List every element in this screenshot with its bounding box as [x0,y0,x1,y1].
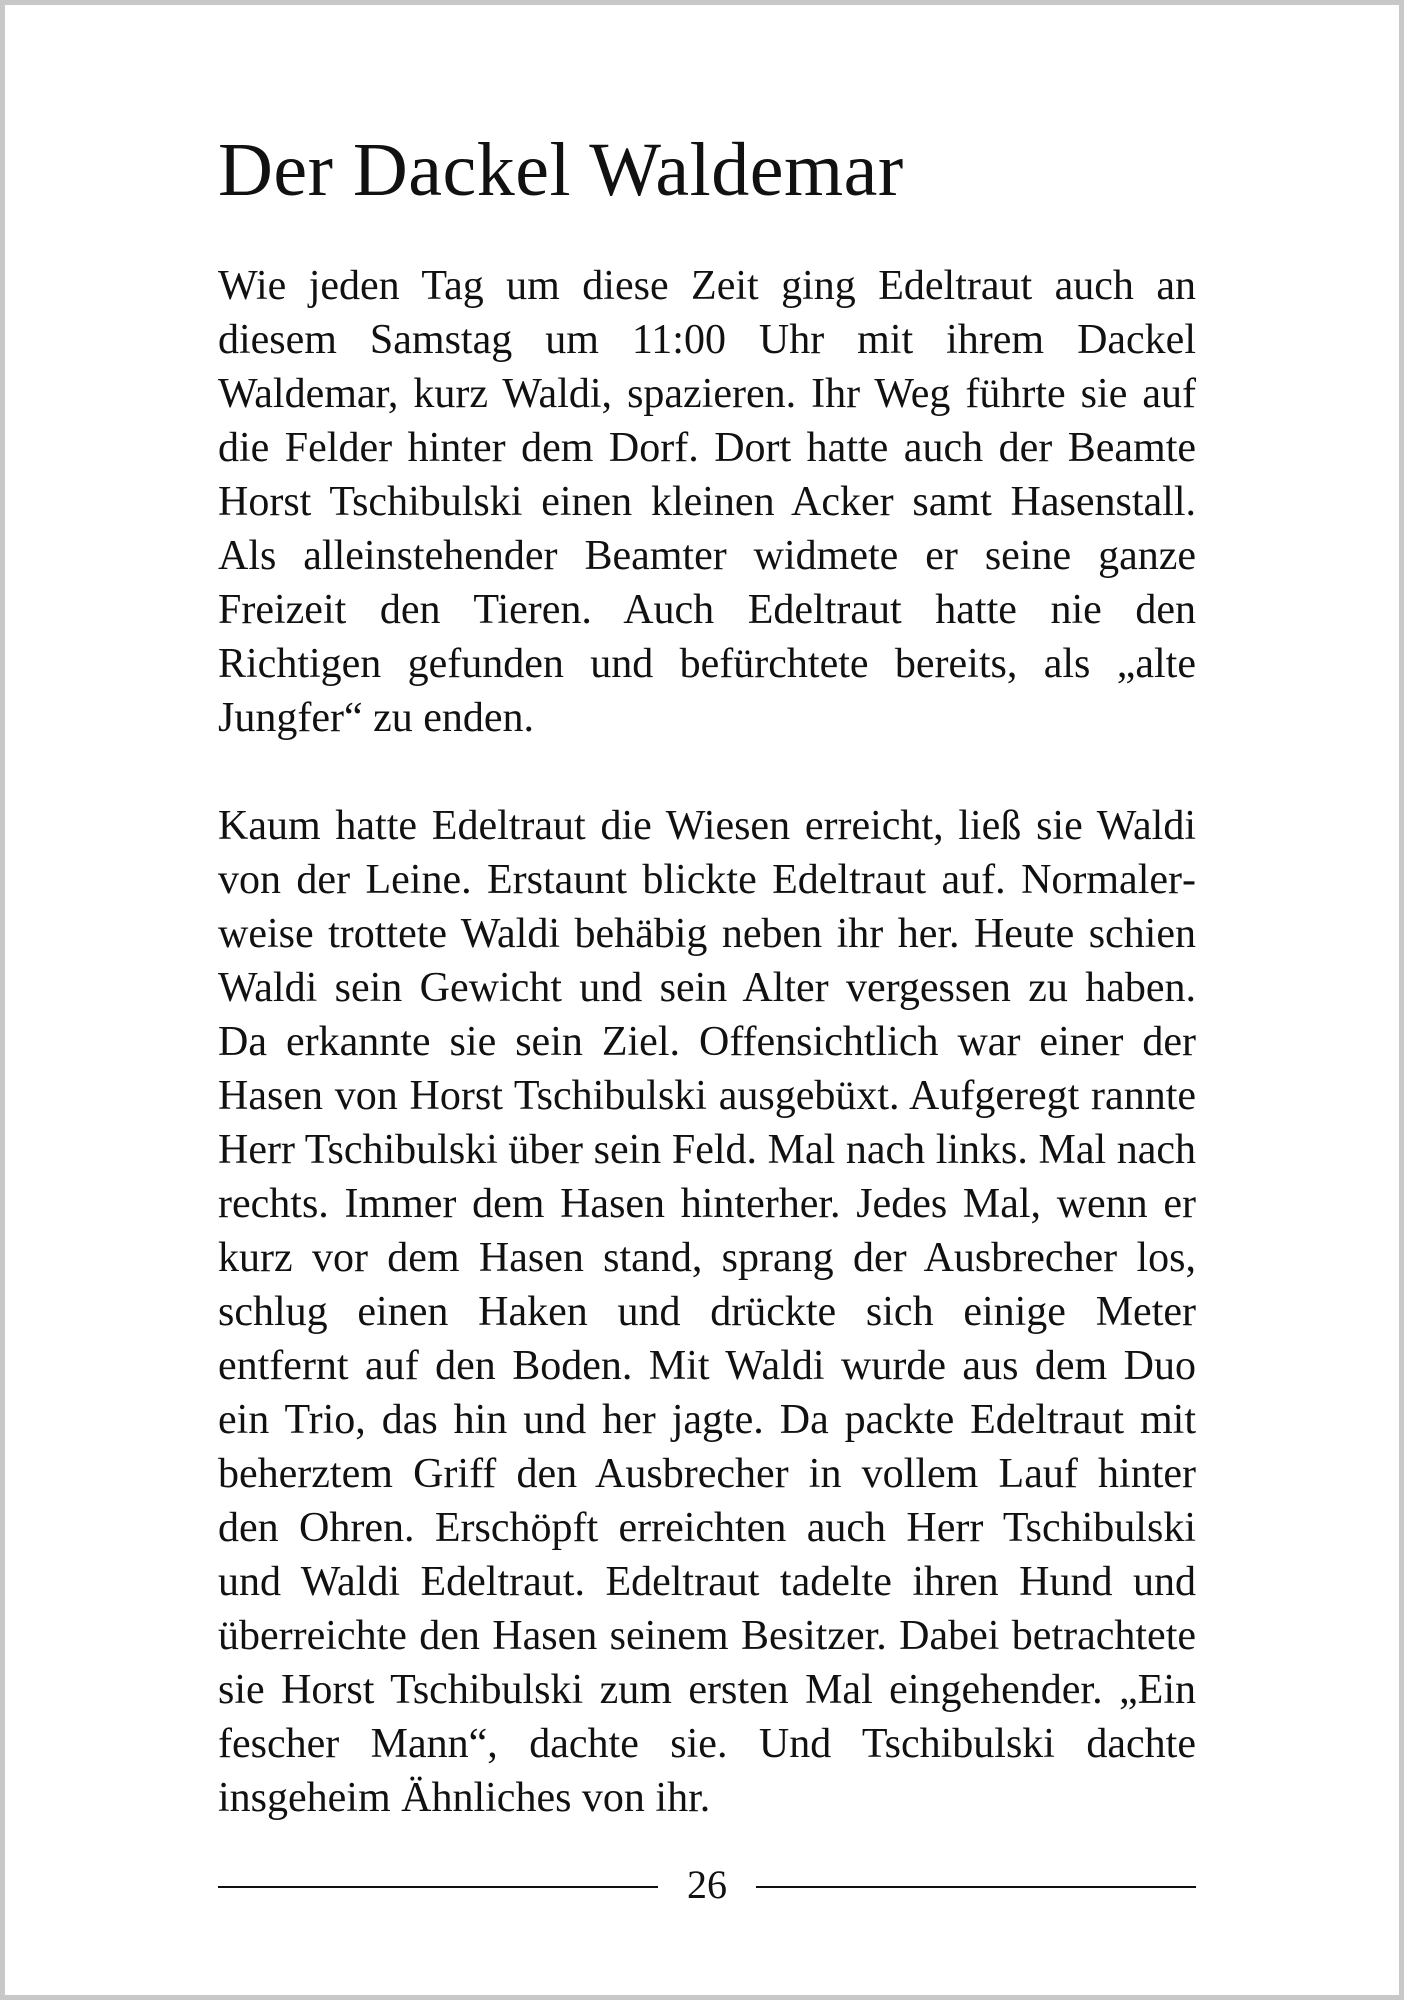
footer-rule-right [756,1886,1196,1888]
page-title: Der Dackel Waldemar [218,128,904,212]
page-number: 26 [687,1862,727,1907]
page-footer [218,1860,1196,1910]
paragraph-1: Wie jeden Tag um diese Zeit ging Edeltraut auch an diesem Samstag um 11:00 Uhr mit ihrem Dackel Waldemar, kurz Waldi, spazieren. Ihr Weg führte sie auf die Felder hinter dem Dorf. Dort hatte auch der Beamte Horst Tschibulski einen kleinen Acker samt Hasenstall. Als alleinstehender Beamter widmete er seine ganze Freizeit den Tieren. Auch Edeltraut hatte nie den Richtigen gefunden und befürchtete bereits, als „alte Jungfer“ zu enden. [218,263,1196,741]
page-content [218,125,1196,1825]
paragraph-2: Kaum hatte Edeltraut die Wiesen erreicht, ließ sie Waldi von der Leine. Erstaunt blickte Edeltraut auf. Normalerweise trottete Waldi behäbig neben ihr her. Heute schien Waldi sein Gewicht und sein Alter vergessen zu haben. Da erkannte sie sein Ziel. Offensichtlich war einer der Hasen von Horst Tschibulski ausgebüxt. Aufgeregt rannte Herr Tschibulski über sein Feld. Mal nach links. Mal nach rechts. Immer dem Hasen hinterher. Jedes Mal, wenn er kurz vor dem Hasen stand, sprang der Ausbrecher los, schlug einen Haken und drückte sich einige Meter entfernt auf den Boden. Mit Waldi wurde aus dem Duo ein Trio, das hin und her jagte. Da packte Edeltraut mit beherztem Griff den Ausbrecher in vollem Lauf hinter den Ohren. Erschöpft erreichten auch Herr Tschibulski und Waldi Edeltraut. Edeltraut tadelte ihren Hund und überreichte den Hasen seinem Besitzer. Dabei betrachtete sie Horst Tschibulski zum ersten Mal eingehender. „Ein fescher Mann“, dachte sie. Und Tschibulski dachte insgeheim Ähnliches von ihr. [218,803,1196,1821]
